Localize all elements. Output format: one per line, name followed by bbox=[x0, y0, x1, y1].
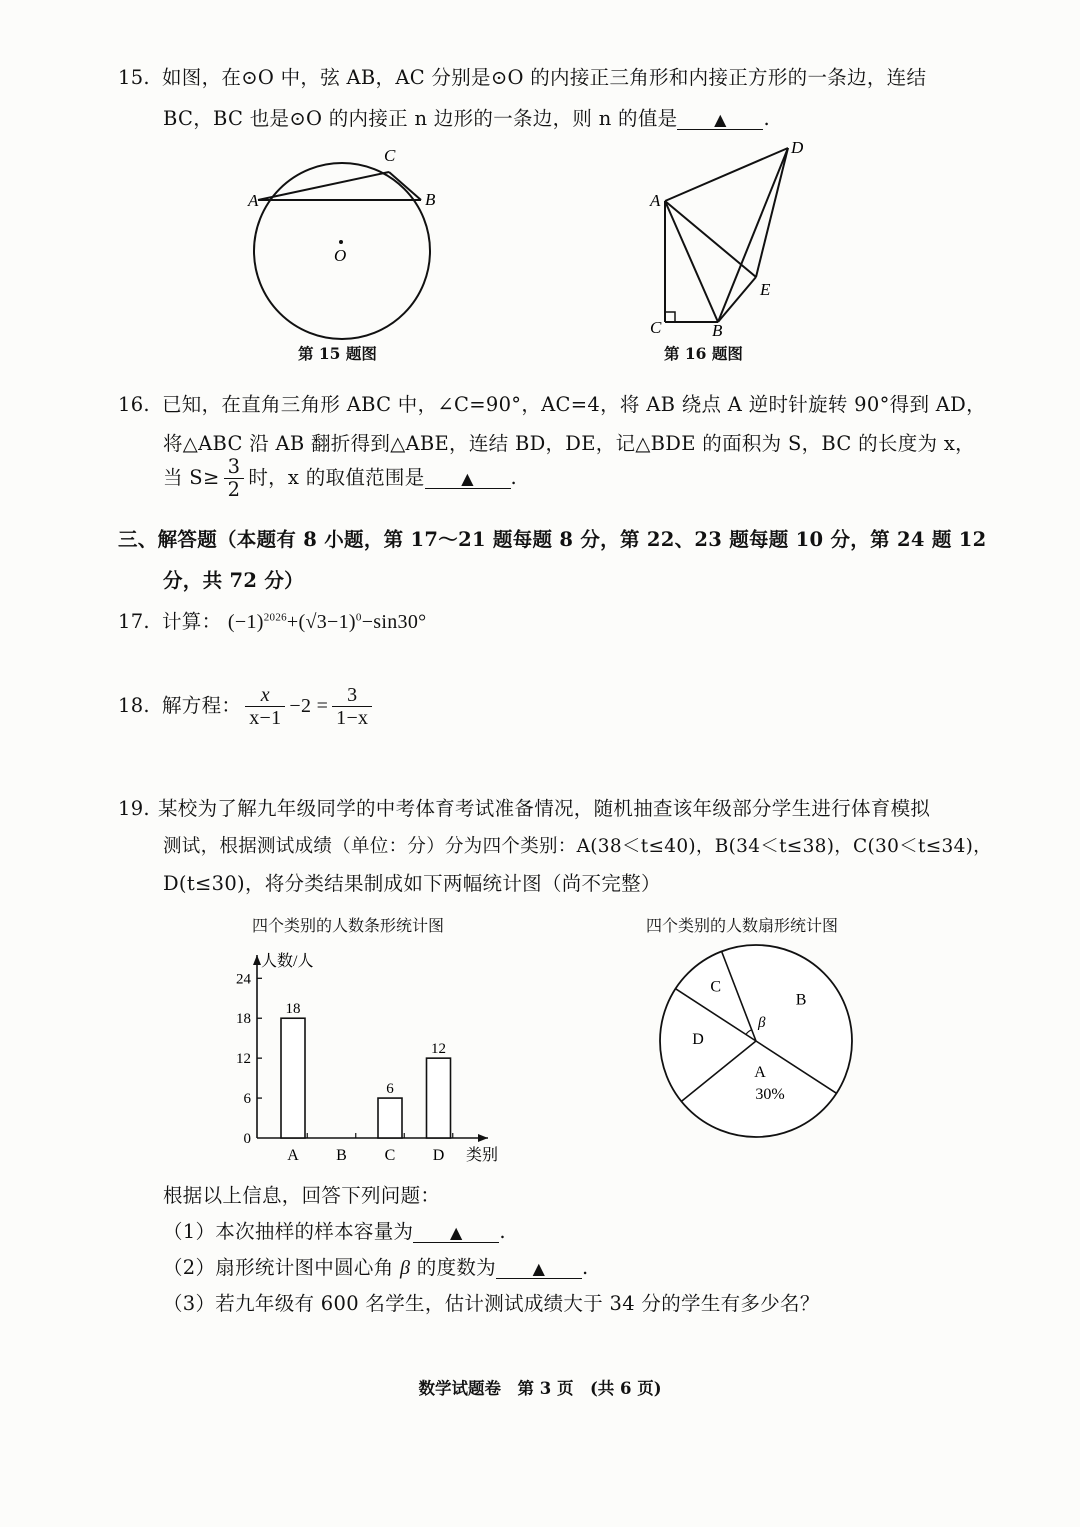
slice-label-D: D bbox=[692, 1031, 704, 1049]
q16-line-1 bbox=[118, 389, 986, 417]
f2-den: 1−x bbox=[336, 707, 369, 729]
label-c: C bbox=[384, 146, 396, 165]
center-point bbox=[339, 240, 343, 244]
sub2-period: . bbox=[581, 1256, 589, 1279]
q17-label: 计算： bbox=[162, 610, 222, 633]
bar-value-label: 12 bbox=[431, 1041, 446, 1058]
q15-number: 15. bbox=[118, 66, 150, 89]
x-axis-label: 类别 bbox=[466, 1147, 499, 1164]
q15-period: . bbox=[763, 107, 770, 130]
figure-16 bbox=[648, 138, 848, 338]
section-3-heading-2: 分，共 72 分） bbox=[163, 569, 304, 592]
f1-num: x bbox=[245, 684, 285, 707]
q16-text-1: 已知，在直角三角形 ABC 中，∠C=90°，AC=4，将 AB 绕点 A 逆时针旋转 90°得到 AD， bbox=[162, 393, 986, 416]
q16-number: 16. bbox=[118, 393, 150, 416]
page-footer: 数学试题卷 第 3 页 (共 6 页) bbox=[418, 1379, 662, 1398]
sub1-text: （1）本次抽样的样本容量为 bbox=[163, 1220, 414, 1243]
q19-line-3: D(t≤30)，将分类结果制成如下两幅统计图（尚不完整） bbox=[163, 872, 661, 895]
chord-bc bbox=[389, 172, 421, 200]
beta-label: β bbox=[758, 1015, 766, 1031]
q15-answer-blank[interactable]: ▲ bbox=[677, 111, 763, 130]
q18-mid: −2 = bbox=[289, 695, 329, 717]
x-tick-label: D bbox=[432, 1147, 445, 1164]
y-tick-label: 0 bbox=[243, 1131, 251, 1147]
slice-label-B: B bbox=[795, 991, 807, 1009]
label-a: A bbox=[248, 191, 259, 210]
y-tick-label: 12 bbox=[236, 1051, 251, 1068]
q19-line-1 bbox=[118, 793, 930, 821]
sub1-answer-blank[interactable]: ▲ bbox=[413, 1224, 499, 1243]
bar-D bbox=[427, 1058, 451, 1138]
q15-line-2 bbox=[163, 103, 770, 131]
q16-answer-blank[interactable]: ▲ bbox=[425, 470, 511, 489]
q18-label: 解方程： bbox=[162, 694, 242, 717]
q19-text-1: 某校为了解九年级同学的中考体育考试准备情况，随机抽查该年级部分学生进行体育模拟 bbox=[158, 797, 931, 820]
slice-label-C: C bbox=[710, 978, 722, 996]
bar-chart bbox=[220, 940, 520, 1170]
sub1-period: . bbox=[499, 1220, 506, 1243]
fraction-1 bbox=[245, 684, 285, 729]
seg-de bbox=[756, 148, 788, 277]
sub2-text-b: 的度数为 bbox=[416, 1256, 496, 1279]
q16-text-3b: 时，x 的取值范围是 bbox=[248, 466, 425, 489]
y-axis-arrow bbox=[253, 955, 261, 965]
bar-chart-title: 四个类别的人数条形统计图 bbox=[252, 916, 445, 935]
expr-a: (−1) bbox=[227, 611, 264, 633]
x-tick-label: A bbox=[287, 1147, 299, 1164]
y-tick-label: 6 bbox=[243, 1091, 251, 1108]
beta-symbol: β bbox=[400, 1257, 411, 1279]
section-3-heading: 三、解答题（本题有 8 小题，第 17～21 题每题 8 分，第 22、23 题每题 10 分，第 24 题 12 bbox=[118, 528, 987, 551]
chord-ac bbox=[258, 172, 389, 200]
label-a: A bbox=[650, 191, 661, 210]
seg-be bbox=[718, 277, 756, 322]
q16-line-2: 将△ABC 沿 AB 翻折得到△ABE，连结 BD，DE，记△BDE 的面积为 S，BC 的长度为 x， bbox=[163, 432, 975, 455]
q19-sub-1 bbox=[163, 1216, 506, 1244]
x-tick-label: C bbox=[384, 1147, 396, 1164]
fig16-caption: 第 16 题图 bbox=[664, 344, 743, 363]
sub2-answer-blank[interactable]: ▲ bbox=[496, 1260, 582, 1279]
exp-b: 0 bbox=[355, 611, 362, 624]
frac-den: 2 bbox=[227, 478, 241, 501]
q19-sub-3: （3）若九年级有 600 名学生，估计测试成绩大于 34 分的学生有多少名？ bbox=[163, 1292, 820, 1315]
expr-b: +(√3−1) bbox=[286, 611, 356, 633]
q18-number: 18. bbox=[118, 694, 150, 717]
pie-chart bbox=[650, 935, 870, 1155]
f2-num: 3 bbox=[332, 684, 372, 707]
fraction-3-2 bbox=[224, 456, 245, 501]
bar-C bbox=[378, 1098, 402, 1138]
f1-den: x−1 bbox=[249, 707, 282, 729]
y-tick-label: 24 bbox=[236, 971, 251, 988]
q19-number: 19. bbox=[118, 797, 150, 820]
q16-line-3 bbox=[163, 456, 517, 501]
q19-line-2: 测试，根据测试成绩（单位：分）分为四个类别：A(38＜t≤40)，B(34＜t≤38)，C(30＜t≤34)， bbox=[163, 836, 992, 857]
right-angle-mark bbox=[665, 312, 675, 322]
q17-expression bbox=[228, 611, 427, 633]
q17-line bbox=[118, 606, 426, 634]
label-b: B bbox=[712, 321, 723, 340]
seg-ae bbox=[665, 201, 756, 277]
q19-sub-2 bbox=[163, 1252, 588, 1280]
label-e: E bbox=[760, 280, 771, 299]
q15-text-2: BC，BC 也是⊙O 的内接正 n 边形的一条边，则 n 的值是 bbox=[163, 107, 678, 130]
expr-c: −sin30° bbox=[361, 611, 427, 633]
label-c: C bbox=[650, 318, 662, 337]
sub2-text-a: （2）扇形统计图中圆心角 bbox=[163, 1256, 394, 1279]
q15-line-1 bbox=[118, 62, 926, 90]
seg-ab bbox=[665, 201, 718, 322]
q18-line bbox=[118, 684, 376, 729]
label-d: D bbox=[791, 138, 804, 157]
label-b: B bbox=[425, 190, 436, 209]
y-axis-label: 人数/人 bbox=[261, 953, 314, 970]
fig15-caption: 第 15 题图 bbox=[298, 344, 377, 363]
pie-chart-title: 四个类别的人数扇形统计图 bbox=[646, 916, 839, 935]
q19-after: 根据以上信息，回答下列问题： bbox=[163, 1184, 441, 1207]
x-tick-label: B bbox=[336, 1147, 347, 1164]
bar-value-label: 18 bbox=[285, 1001, 301, 1018]
slice-label-A: A bbox=[754, 1064, 766, 1081]
fraction-2 bbox=[332, 684, 372, 729]
frac-num: 3 bbox=[224, 456, 245, 479]
y-tick-label: 18 bbox=[236, 1011, 251, 1028]
bar-A bbox=[281, 1018, 305, 1138]
slice-annotation-A: 30% bbox=[755, 1086, 785, 1103]
q17-number: 17. bbox=[118, 610, 150, 633]
exp-a: 2026 bbox=[263, 611, 287, 624]
figure-15 bbox=[244, 140, 444, 340]
bar-value-label: 6 bbox=[386, 1081, 394, 1098]
x-axis-arrow bbox=[478, 1134, 488, 1142]
q16-period: . bbox=[510, 466, 518, 489]
label-o: O bbox=[334, 246, 347, 265]
q16-text-3a: 当 S≥ bbox=[163, 466, 220, 489]
q15-text-1: 如图，在⊙O 中，弦 AB，AC 分别是⊙O 的内接正三角形和内接正方形的一条边，连结 bbox=[162, 66, 927, 89]
